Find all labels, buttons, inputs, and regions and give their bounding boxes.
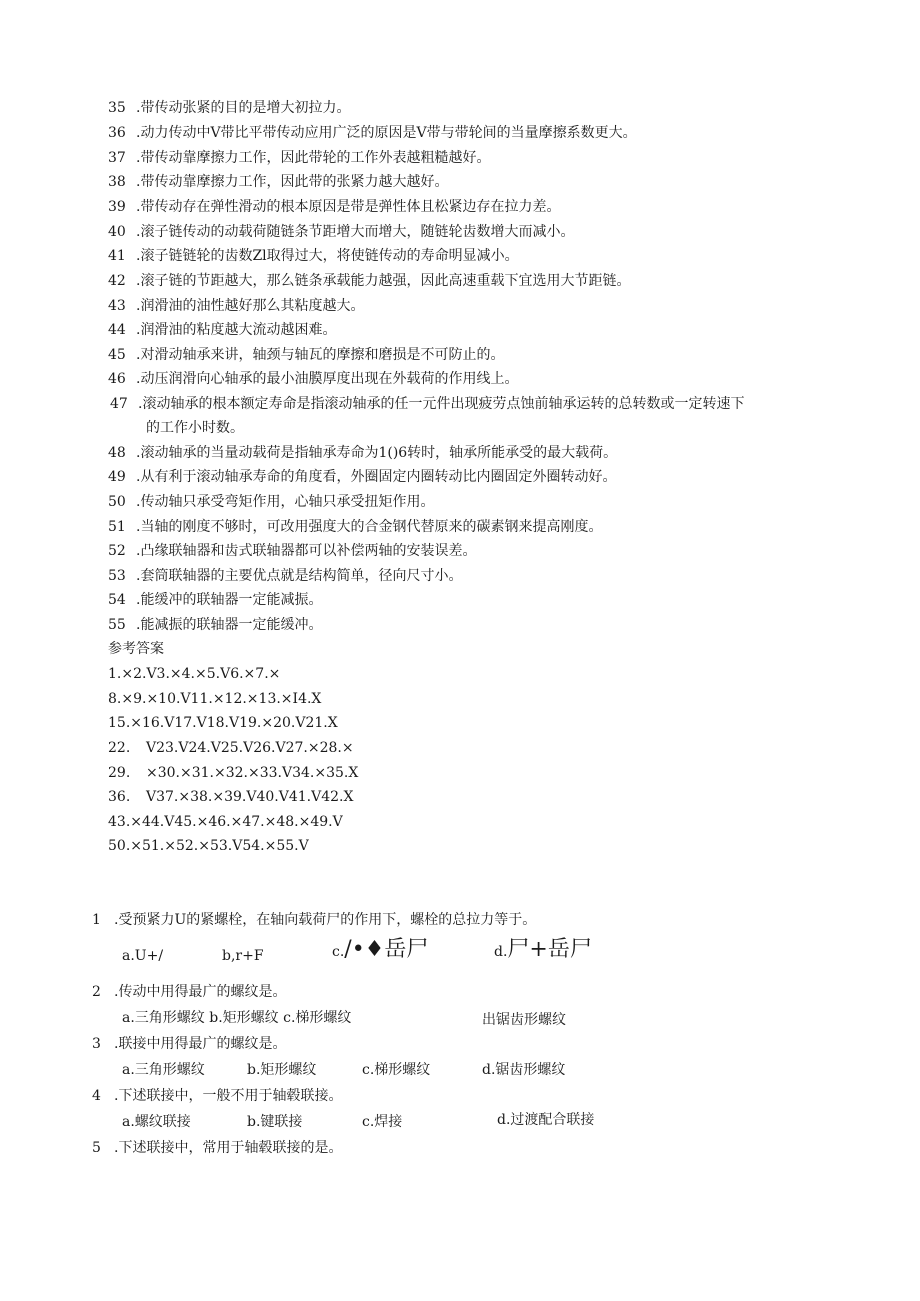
statement-36: 36 .动力传动中V带比平带传动应用广泛的原因是V带与带轮间的当量摩擦系数更大。 <box>108 125 637 141</box>
statement-40: 40 .滚子链传动的动载荷随链条节距增大而增大，随链轮齿数增大而减小。 <box>108 224 575 240</box>
answer-row: 15.×16.V17.V18.V19.×20.V21.X <box>108 715 338 731</box>
statement-48: 48 .滚动轴承的当量动载荷是指轴承寿命为1()6转时，轴承所能承受的最大载荷。 <box>108 445 618 461</box>
statement-54: 54 .能缓冲的联轴器一定能减振。 <box>108 592 323 608</box>
question-2-option-d: 出锯齿形螺纹 <box>482 1012 566 1028</box>
statement-38: 38 .带传动靠摩擦力工作，因此带的张紧力越大越好。 <box>108 174 449 190</box>
question-1-option-d: d.尸+岳尸 <box>494 937 592 962</box>
question-1-option-a: a.U+/ <box>122 948 164 964</box>
answer-row: 29. ×30.×31.×32.×33.V34.×35.X <box>108 765 359 781</box>
question-3-option-d: d.锯齿形螺纹 <box>482 1062 566 1078</box>
statement-42: 42 .滚子链的节距越大，那么链条承载能力越强，因此高速重载下宜选用大节距链。 <box>108 273 631 289</box>
question-1-option-b: b,r+F <box>222 948 264 964</box>
answer-row: 50.×51.×52.×53.V54.×55.V <box>108 838 309 854</box>
question-4-option-a: a.螺纹联接 <box>122 1114 191 1130</box>
statement-50: 50 .传动轴只承受弯矩作用，心轴只承受扭矩作用。 <box>108 494 435 510</box>
question-1: 1 .受预紧力U的紧螺栓，在轴向载荷尸的作用下，螺栓的总拉力等于。 <box>92 912 537 928</box>
statement-47-continuation: 的工作小时数。 <box>146 420 244 436</box>
question-3: 3 .联接中用得最广的螺纹是。 <box>92 1036 287 1052</box>
question-1-option-c: c./•♦岳尸 <box>332 937 429 962</box>
question-4-option-d: d.过渡配合联接 <box>497 1112 595 1128</box>
statement-52: 52 .凸缘联轴器和齿式联轴器都可以补偿两轴的安装误差。 <box>108 543 477 559</box>
question-2: 2 .传动中用得最广的螺纹是。 <box>92 984 287 1000</box>
statement-51: 51 .当轴的刚度不够时，可改用强度大的合金钢代替原来的碳素钢来提高刚度。 <box>108 519 603 535</box>
statement-44: 44 .润滑油的粘度越大流动越困难。 <box>108 322 337 338</box>
answer-row: 1.×2.V3.×4.×5.V6.×7.× <box>108 666 281 682</box>
statement-35: 35 .带传动张紧的目的是增大初拉力。 <box>108 100 351 116</box>
statement-39: 39 .带传动存在弹性滑动的根本原因是带是弹性体且松紧边存在拉力差。 <box>108 199 561 215</box>
question-2-options-abc: a.三角形螺纹 b.矩形螺纹 c.梯形螺纹 <box>122 1010 352 1026</box>
statement-43: 43 .润滑油的油性越好那么其粘度越大。 <box>108 298 365 314</box>
question-3-option-b: b.矩形螺纹 <box>247 1062 317 1078</box>
answer-row: 22. V23.V24.V25.V26.V27.×28.× <box>108 740 354 756</box>
statement-49: 49 .从有利于滚动轴承寿命的角度看，外圈固定内圈转动比内圈固定外圈转动好。 <box>108 469 617 485</box>
statement-41: 41 .滚子链链轮的齿数Zl取得过大，将使链传动的寿命明显减小。 <box>108 248 519 264</box>
question-5: 5 .下述联接中，常用于轴毂联接的是。 <box>92 1140 343 1156</box>
answer-row: 36. V37.×38.×39.V40.V41.V42.X <box>108 789 354 805</box>
statement-37: 37 .带传动靠摩擦力工作，因此带轮的工作外表越粗糙越好。 <box>108 150 491 166</box>
question-3-option-c: c.梯形螺纹 <box>362 1062 431 1078</box>
answer-row: 43.×44.V45.×46.×47.×48.×49.V <box>108 814 343 830</box>
statement-53: 53 .套筒联轴器的主要优点就是结构简单，径向尺寸小。 <box>108 568 463 584</box>
answer-row: 8.×9.×10.V11.×12.×13.×I4.X <box>108 691 322 707</box>
question-3-option-a: a.三角形螺纹 <box>122 1062 205 1078</box>
statement-45: 45 .对滑动轴承来讲，轴颈与轴瓦的摩擦和磨损是不可防止的。 <box>108 347 505 363</box>
statement-55: 55 .能减振的联轴器一定能缓冲。 <box>108 617 323 633</box>
question-4-option-b: b.键联接 <box>247 1114 303 1130</box>
answers-heading: 参考答案 <box>108 641 164 657</box>
statement-46: 46 .动压润滑向心轴承的最小油膜厚度出现在外载荷的作用线上。 <box>108 371 519 387</box>
question-4-option-c: c.焊接 <box>362 1114 403 1130</box>
statement-47: 47 .滚动轴承的根本额定寿命是指滚动轴承的任一元件出现疲劳点蚀前轴承运转的总转数或一定转速下 <box>110 396 745 412</box>
question-4: 4 .下述联接中，一般不用于轴毂联接。 <box>92 1088 343 1104</box>
